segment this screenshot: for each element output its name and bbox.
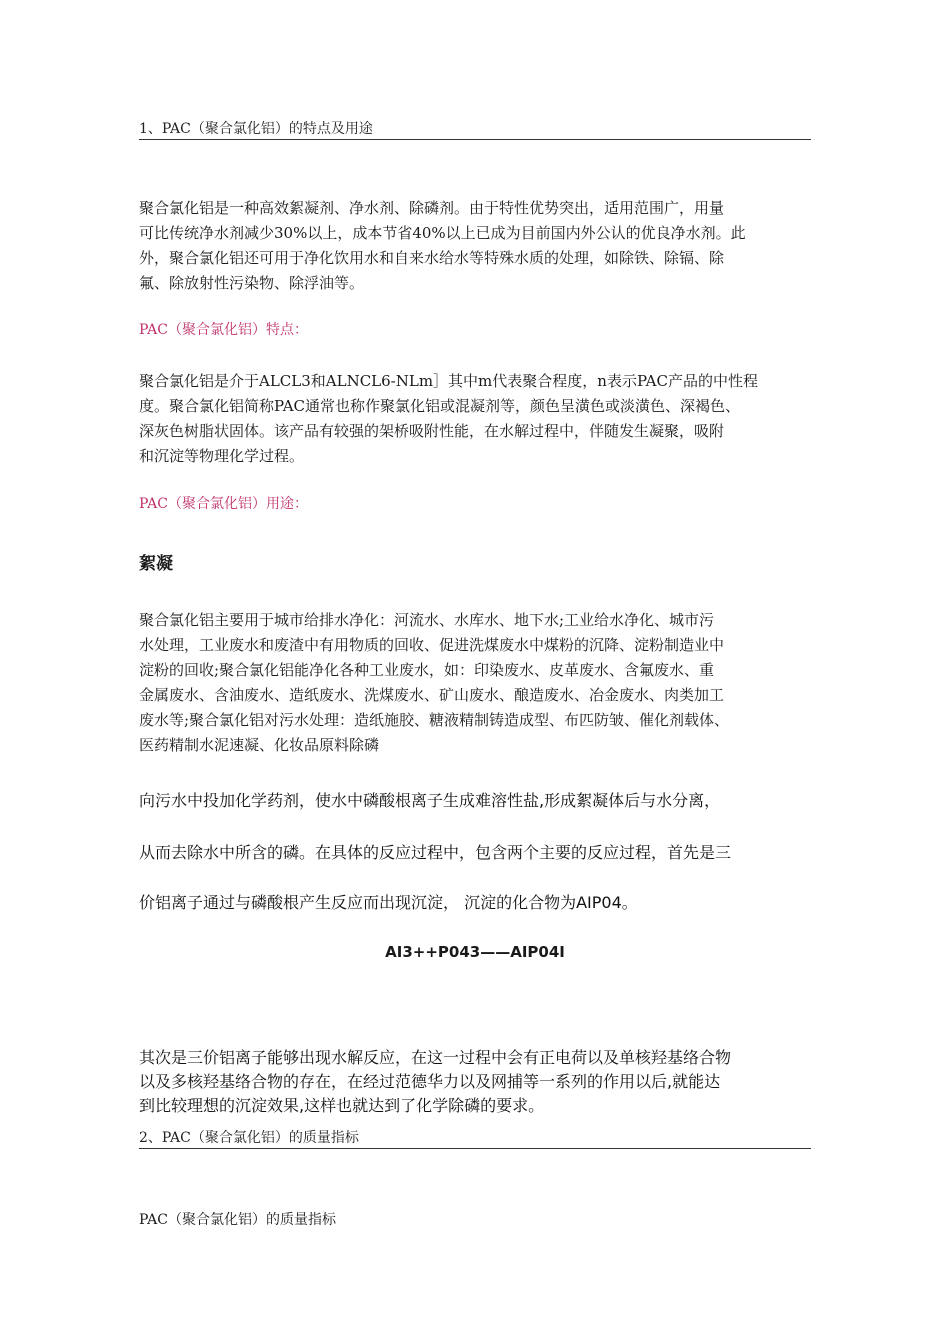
text-line: 可比传统净水剂减少30%以上，成本节省40%以上已成为目前国内外公认的优良净水剂。此 — [139, 224, 746, 242]
uses-paragraph — [139, 608, 811, 758]
text-line: 到比较理想的沉淀效果,这样也就达到了化学除磷的要求。 — [139, 1096, 545, 1115]
features-paragraph — [139, 369, 811, 469]
quality-index-label: PAC（聚合氯化铝）的质量指标 — [139, 1212, 336, 1228]
text-line: 聚合氯化铝是一种高效絮凝剂、净水剂、除磷剂。由于特性优势突出，适用范围广，用量 — [139, 199, 725, 217]
text-line: 废水等;聚合氯化铝对污水处理：造纸施胶、糖液精制铸造成型、布匹防皱、催化剂载体、 — [139, 711, 730, 729]
chemical-formula: AI3++P043——AIP04I — [385, 943, 565, 961]
intro-paragraph — [139, 196, 811, 296]
phos-line-1: 向污水中投加化学药剂，使水中磷酸根离子生成难溶性盐,形成絮凝体后与水分离， — [139, 791, 721, 810]
second-process-paragraph — [139, 1046, 811, 1118]
section-heading-2: 2、PAC（聚合氯化铝）的质量指标 — [139, 1129, 811, 1149]
text-line: 其次是三价铝离子能够出现水解反应，在这一过程中会有正电荷以及单核羟基络合物 — [139, 1048, 732, 1067]
text-line: 淀粉的回收;聚合氯化铝能净化各种工业废水，如：印染废水、皮革废水、含氟废水、重 — [139, 661, 715, 679]
phos-line-2: 从而去除水中所含的磷。在具体的反应过程中，包含两个主要的反应过程，首先是三 — [139, 843, 732, 862]
features-label: PAC（聚合氯化铝）特点： — [139, 322, 308, 338]
phos-line-3: 价铝离子通过与磷酸根产生反应而出现沉淀， 沉淀的化合物为AIP04。 — [139, 893, 638, 912]
uses-label: PAC（聚合氯化铝）用途： — [139, 496, 308, 512]
text-line: 外，聚合氯化铝还可用于净化饮用水和自来水给水等特殊水质的处理，如除铁、除镉、除 — [139, 249, 725, 267]
text-line: 聚合氯化铝主要用于城市给排水净化：河流水、水库水、地下水;工业给水净化、城市污 — [139, 611, 715, 629]
text-line: 和沉淀等物理化学过程。 — [139, 447, 305, 465]
text-line: 金属废水、含油废水、造纸废水、洗煤废水、矿山废水、酿造废水、冶金废水、肉类加工 — [139, 686, 725, 704]
section-heading-1: 1、PAC（聚合氯化铝）的特点及用途 — [139, 120, 811, 140]
text-line: 氟、除放射性污染物、除浮油等。 — [139, 274, 365, 292]
text-line: 医药精制水泥速凝、化妆品原料除磷 — [139, 736, 380, 754]
text-line: 水处理，工业废水和废渣中有用物质的回收、促进洗煤废水中煤粉的沉降、淀粉制造业中 — [139, 636, 725, 654]
text-line: 聚合氯化铝是介于ALCL3和ALNCL6-NLm］其中m代表聚合程度，n表示PAC产品的中性程 — [139, 372, 758, 390]
text-line: 度。聚合氯化铝简称PAC通常也称作聚氯化铝或混凝剂等，颜色呈潢色或淡潢色、深褐色、 — [139, 397, 741, 415]
text-line: 深灰色树脂状固体。该产品有较强的架桥吸附性能，在水解过程中，伴随发生凝聚，吸附 — [139, 422, 725, 440]
text-line: 以及多核羟基络合物的存在，在经过范德华力以及网捕等一系列的作用以后,就能达 — [139, 1072, 721, 1091]
flocculation-title: 絮凝 — [139, 554, 173, 574]
